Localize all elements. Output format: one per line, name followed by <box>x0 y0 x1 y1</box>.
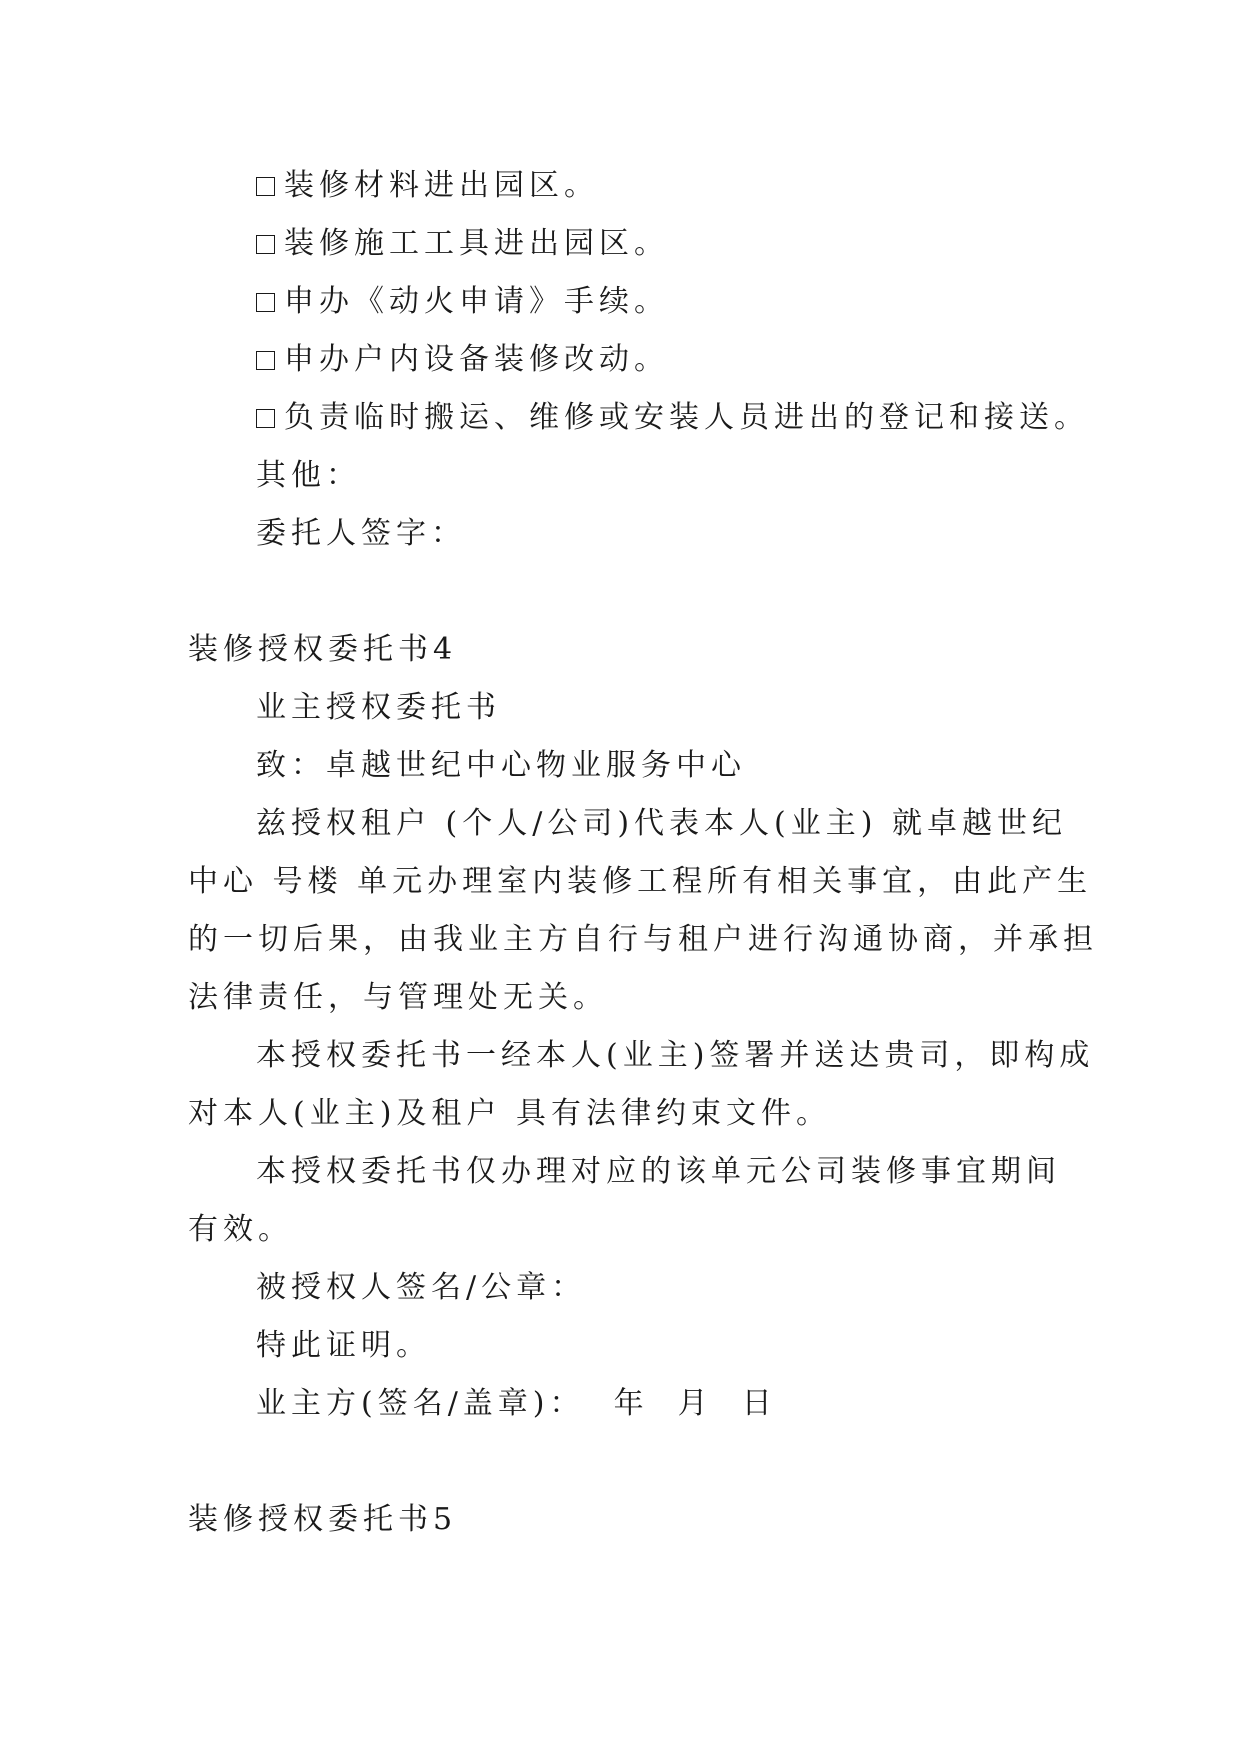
paragraph-line: 本授权委托书一经本人(业主)签署并送达贵司，即构成 <box>256 1038 1095 1073</box>
paragraph-line: 的一切后果，由我业主方自行与租户进行沟通协商，并承担 <box>188 922 1098 957</box>
checklist-item-tools: 装修施工工具进出园区。 <box>256 224 669 264</box>
paragraph-line: 中心 号楼 单元办理室内装修工程所有相关事宜，由此产生 <box>188 864 1093 899</box>
paragraph-line: 本授权委托书仅办理对应的该单元公司装修事宜期间 <box>256 1154 1061 1189</box>
addressee: 致：卓越世纪中心物业服务中心 <box>256 748 746 783</box>
checkbox-icon[interactable] <box>256 177 275 196</box>
checklist-item-materials: 装修材料进出园区。 <box>256 166 599 206</box>
client-signature-label: 委托人签字： <box>256 516 466 551</box>
checkbox-icon[interactable] <box>256 235 275 254</box>
paragraph-line: 对本人(业主)及租户 具有法律约束文件。 <box>188 1096 831 1131</box>
checkbox-icon[interactable] <box>256 293 275 312</box>
section-heading-5: 装修授权委托书5 <box>188 1502 458 1537</box>
checkbox-icon[interactable] <box>256 351 275 370</box>
other-label: 其他： <box>256 458 361 493</box>
checklist-item-fire-permit: 申办《动火申请》手续。 <box>256 282 669 322</box>
certification-text: 特此证明。 <box>256 1328 431 1363</box>
paragraph-line: 兹授权租户 (个人/公司)代表本人(业主) 就卓越世纪 <box>256 806 1067 841</box>
grantee-signature-label: 被授权人签名/公章： <box>256 1270 587 1305</box>
paragraph-line: 有效。 <box>188 1212 293 1247</box>
checklist-item-personnel: 负责临时搬运、维修或安装人员进出的登记和接送。 <box>256 398 1089 438</box>
checklist-item-equipment: 申办户内设备装修改动。 <box>256 340 669 380</box>
paragraph-line: 法律责任，与管理处无关。 <box>188 980 608 1015</box>
section-heading-4: 装修授权委托书4 <box>188 632 458 667</box>
owner-signature-date-line: 业主方(签名/盖章)： 年 月 日 <box>256 1386 777 1421</box>
document-title: 业主授权委托书 <box>256 690 501 725</box>
checkbox-icon[interactable] <box>256 409 275 428</box>
